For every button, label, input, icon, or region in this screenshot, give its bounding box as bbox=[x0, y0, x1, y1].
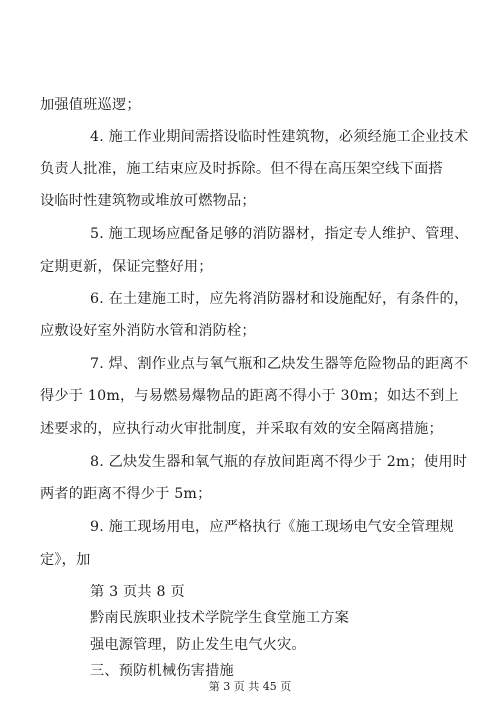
page-count-line: 第 3 页共 8 页 bbox=[90, 584, 185, 600]
text-line: 定期更新，保证完整好用； bbox=[40, 259, 213, 275]
text-line: 6. 在土建施工时，应先将消防器材和设施配好，有条件的， bbox=[90, 291, 469, 307]
text-line: 8. 乙炔发生器和氧气瓶的存放间距离不得少于 2m；使用时 bbox=[90, 454, 468, 470]
text-line: 负责人批准，施工结束应及时拆除。但不得在高压架空线下面搭 bbox=[40, 161, 443, 177]
text-line: 7. 焊、割作业点与氧气瓶和乙炔发生器等危险物品的距离不 bbox=[90, 356, 469, 372]
text-line: 应敷设好室外消防水管和消防栓； bbox=[40, 323, 256, 339]
text-line: 4. 施工作业期间需搭设临时性建筑物，必须经施工企业技术 bbox=[90, 129, 469, 145]
text-line: 5. 施工现场应配备足够的消防器材，指定专人维护、管理、 bbox=[90, 226, 469, 242]
text-line: 两者的距离不得少于 5m； bbox=[40, 486, 212, 502]
document-title-line: 黔南民族职业技术学院学生食堂施工方案 bbox=[90, 610, 349, 626]
text-line: 述要求的，应执行动火审批制度，并采取有效的安全隔离措施； bbox=[40, 421, 443, 437]
text-line: 定》，加 bbox=[40, 552, 91, 568]
text-line: 强电源管理，防止发生电气火灾。 bbox=[90, 637, 306, 653]
text-line: 9. 施工现场用电，应严格执行《施工现场电气安全管理规 bbox=[90, 519, 454, 535]
section-heading: 三、预防机械伤害措施 bbox=[90, 663, 234, 679]
page-footer: 第 3 页 共 45 页 bbox=[208, 680, 292, 693]
text-line: 加强值班巡逻； bbox=[40, 97, 141, 113]
text-line: 设临时性建筑物或堆放可燃物品； bbox=[40, 193, 256, 209]
text-line: 得少于 10m，与易燃易爆物品的距离不得小于 30m；如达不到上 bbox=[40, 388, 459, 404]
